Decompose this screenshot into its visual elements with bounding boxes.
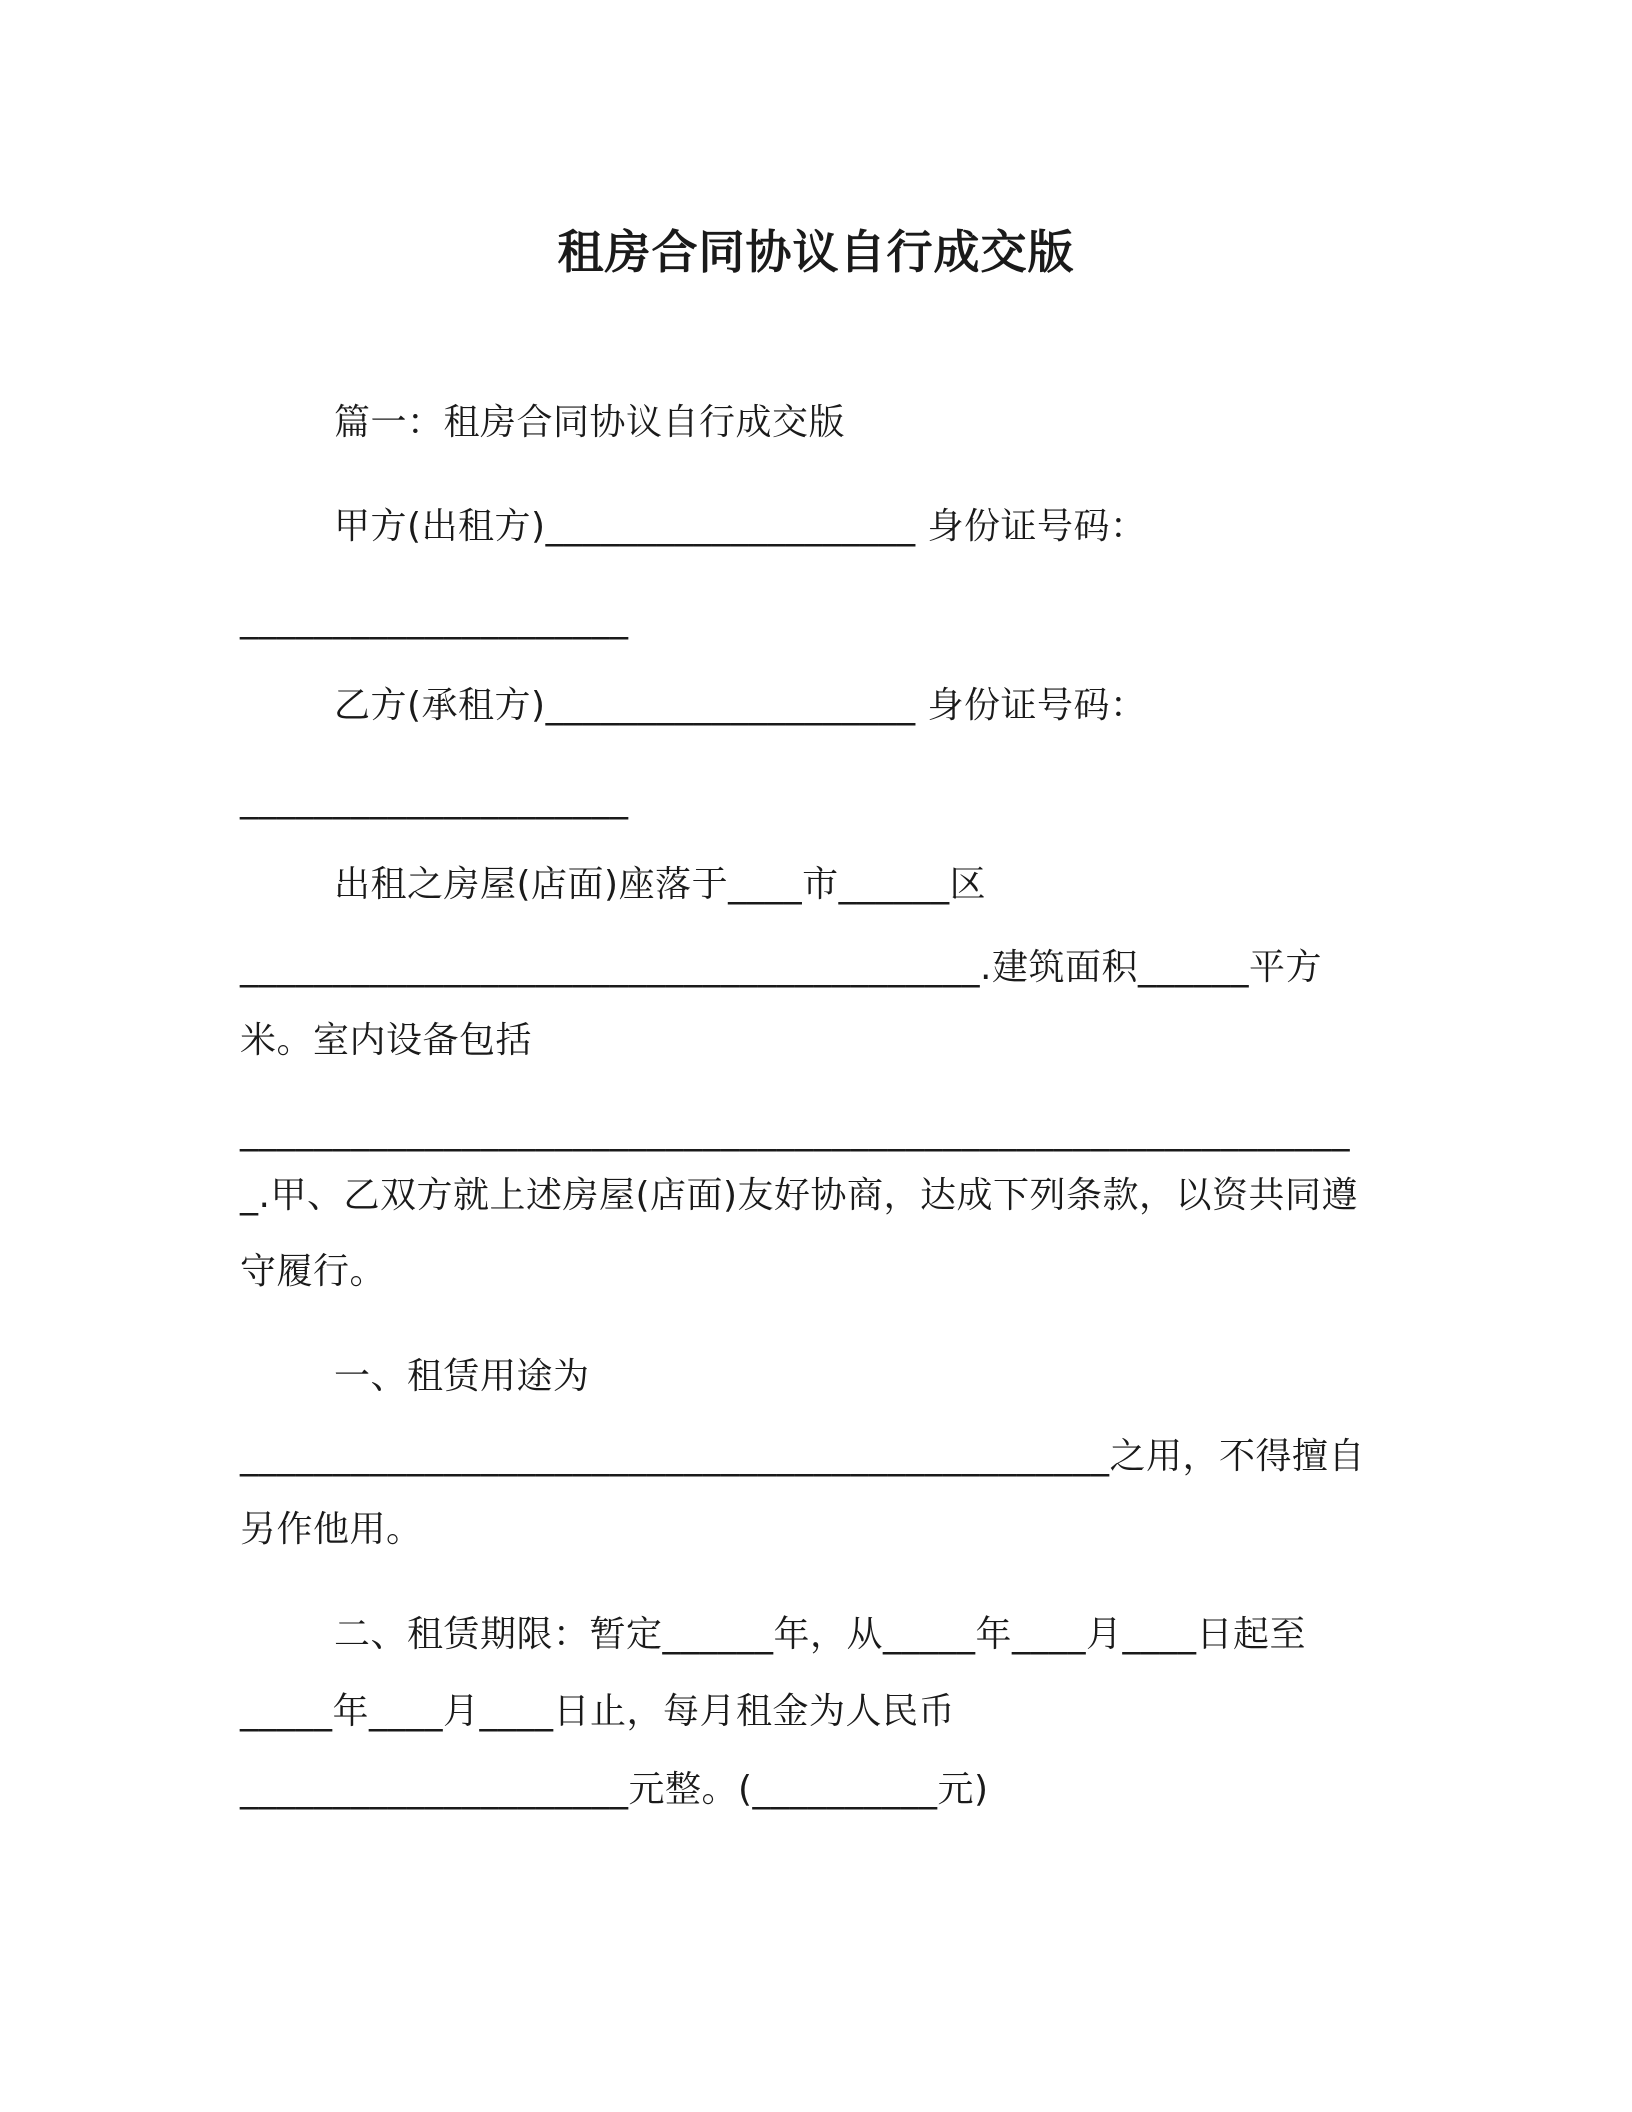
property-area-line: ________________________________________.建筑面积______平方 xyxy=(240,947,1322,988)
clause-two-amount: _____________________元整。(__________元) xyxy=(240,1769,989,1810)
section-heading: 篇一：租房合同协议自行成交版 xyxy=(334,402,846,443)
clause-one-heading: 一、租赁用途为 xyxy=(334,1356,590,1397)
party-b-id-blank: _____________________ xyxy=(240,779,629,820)
equipment-blank: ____________________________________________________________ xyxy=(240,1111,1350,1152)
agreement-line: _.甲、乙双方就上述房屋(店面)友好协商，达成下列条款，以资共同遵 xyxy=(240,1175,1359,1216)
party-a-line: 甲方(出租方)____________________ 身份证号码： xyxy=(334,506,1147,547)
clause-one-purpose: _______________________________________________之用，不得擅自 xyxy=(240,1436,1366,1477)
clause-two-term: 二、租赁期限：暂定______年，从_____年____月____日起至 xyxy=(334,1614,1307,1655)
property-location-line: 出租之房屋(店面)座落于____市______区 xyxy=(334,864,987,905)
clause-two-rent: _____年____月____日止，每月租金为人民币 xyxy=(240,1691,956,1732)
equipment-line: 米。室内设备包括 xyxy=(240,1020,533,1061)
agreement-line-end: 守履行。 xyxy=(240,1251,387,1292)
party-b-line: 乙方(承租方)____________________ 身份证号码： xyxy=(334,685,1147,726)
document-title: 租房合同协议自行成交版 xyxy=(557,225,1075,279)
clause-one-end: 另作他用。 xyxy=(240,1509,423,1550)
party-a-id-blank: _____________________ xyxy=(240,599,629,640)
